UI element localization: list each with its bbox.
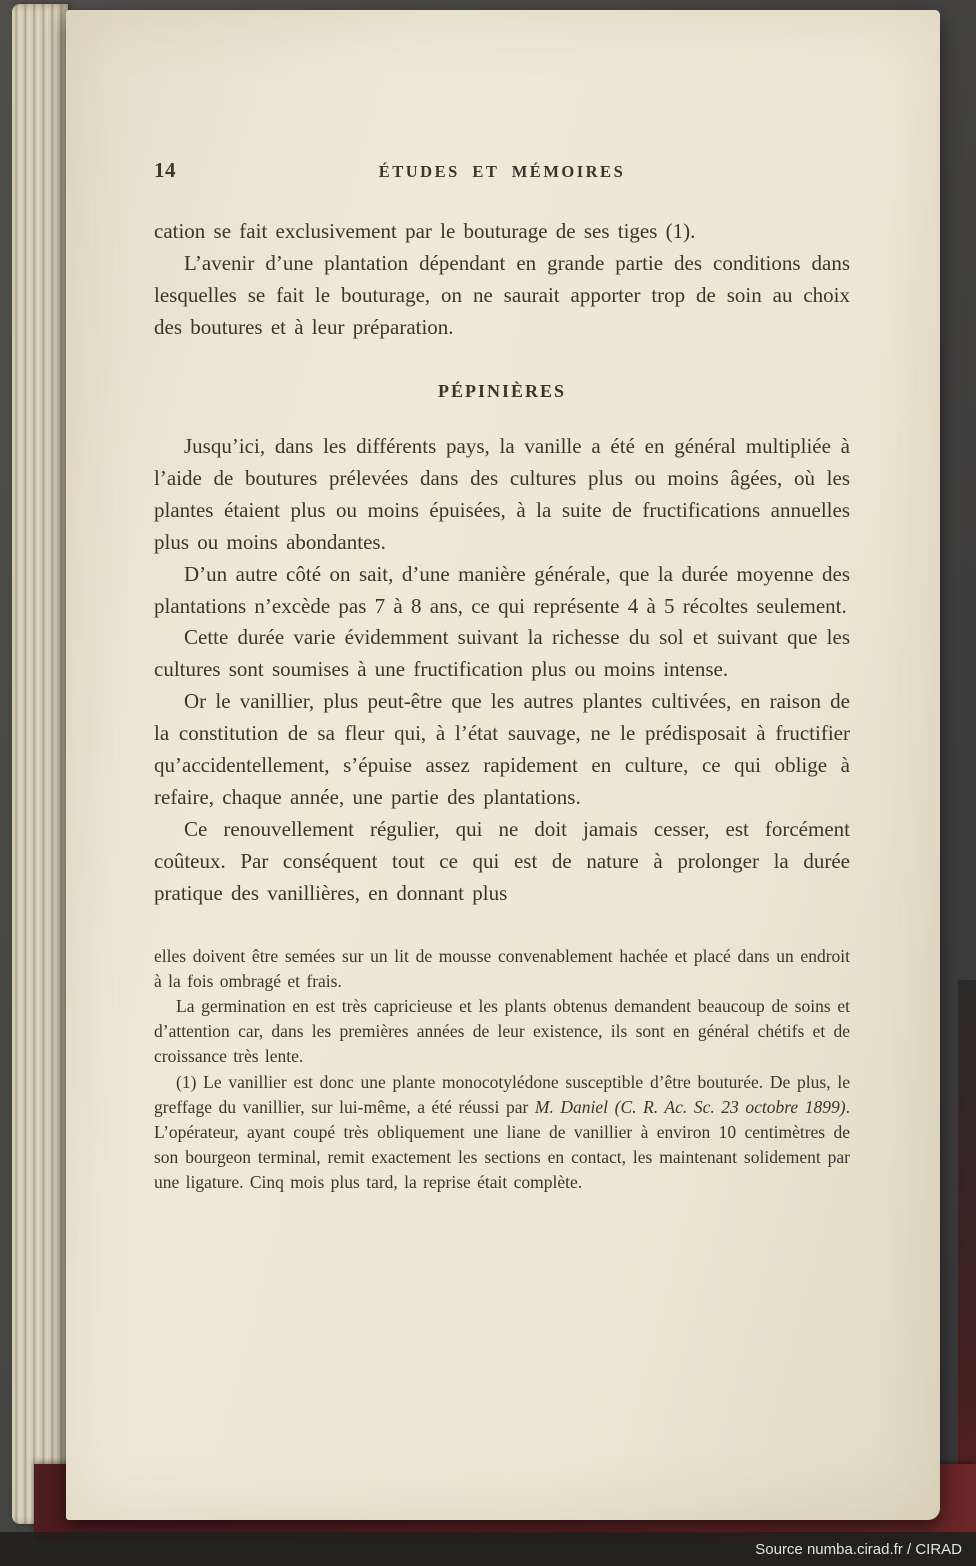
book-cover-right-edge <box>958 980 976 1526</box>
section-heading: PÉPINIÈRES <box>437 380 567 401</box>
footnote-text-after: . L’opérateur, ayant coupé très obliquement une liane de vanillier à environ 10 centimètres de son bourgeon terminal, remit exactement les sections en contact, les maintenant solidement par une ligature. Cinq mois plus tard, la reprise était complète. <box>154 1096 850 1193</box>
page-stack-edge <box>12 4 68 1524</box>
attribution-text: Source numba.cirad.fr / CIRAD <box>755 1540 962 1558</box>
page-content <box>66 10 940 1195</box>
attribution-bar <box>0 1532 976 1566</box>
running-head-row <box>154 156 850 190</box>
footnote-paragraph: La germination en est très capricieuse et les plants obtenus demandent beaucoup de soins et d’attention car, dans les premières années de leur existence, ils sont en général chétifs et de croissance très lente. <box>154 995 850 1067</box>
footnote-citation: M. Daniel (C. R. Ac. Sc. 23 octobre 1899) <box>534 1096 846 1117</box>
body-paragraph: Or le vanillier, plus peut-être que les autres plantes cultivées, en raison de la constitution de sa fleur qui, à l’état sauvage, ne le prédisposait à fructifier qu’accidentellement, s’épuise assez rapidement en culture, ce qui oblige à refaire, chaque année, une partie des plantations. <box>154 689 850 809</box>
footnote-paragraph <box>154 1070 850 1196</box>
body-text <box>154 216 850 910</box>
book-page <box>66 10 940 1520</box>
body-paragraph: cation se fait exclusivement par le bouturage de ses tiges (1). <box>154 219 696 243</box>
footnote-paragraph: elles doivent être semées sur un lit de mousse convenablement hachée et placé dans un endroit à la fois ombragé et frais. <box>154 945 850 991</box>
body-paragraph: Ce renouvellement régulier, qui ne doit jamais cesser, est forcément coûteux. Par conséquent tout ce qui est de nature à prolonger la durée pratique des vanillières, en donnant plus <box>154 816 850 905</box>
body-paragraph: L’avenir d’une plantation dépendant en grande partie des conditions dans lesquelles se fait le bouturage, on ne saurait apporter trop de soin au choix des boutures et à leur préparation. <box>154 250 850 339</box>
body-paragraph: Jusqu’ici, dans les différents pays, la vanille a été en général multipliée à l’aide de boutures prélevées dans des cultures plus ou moins âgées, où les plantes étaient plus ou moins épuisées, à la suite de fructifications annuelles plus ou moins abondantes. <box>154 433 850 554</box>
running-head-title: ÉTUDES ET MÉMOIRES <box>378 162 626 181</box>
body-paragraph: Cette durée varie évidemment suivant la richesse du sol et suivant que les cultures sont soumises à une fructification plus ou moins intense. <box>154 625 850 682</box>
page-number: 14 <box>154 158 176 182</box>
footnote-text-before: (1) Le vanillier est donc une plante monocotylédone susceptible d’être bouturée. De plus, le greffage du vanillier, sur lui-même, a été réussi par <box>154 1071 850 1117</box>
body-paragraph: D’un autre côté on sait, d’une manière générale, que la durée moyenne des plantations n’excède pas 7 à 8 ans, ce qui représente 4 à 5 récoltes seulement. <box>154 561 850 618</box>
footnotes-block <box>154 944 850 1196</box>
